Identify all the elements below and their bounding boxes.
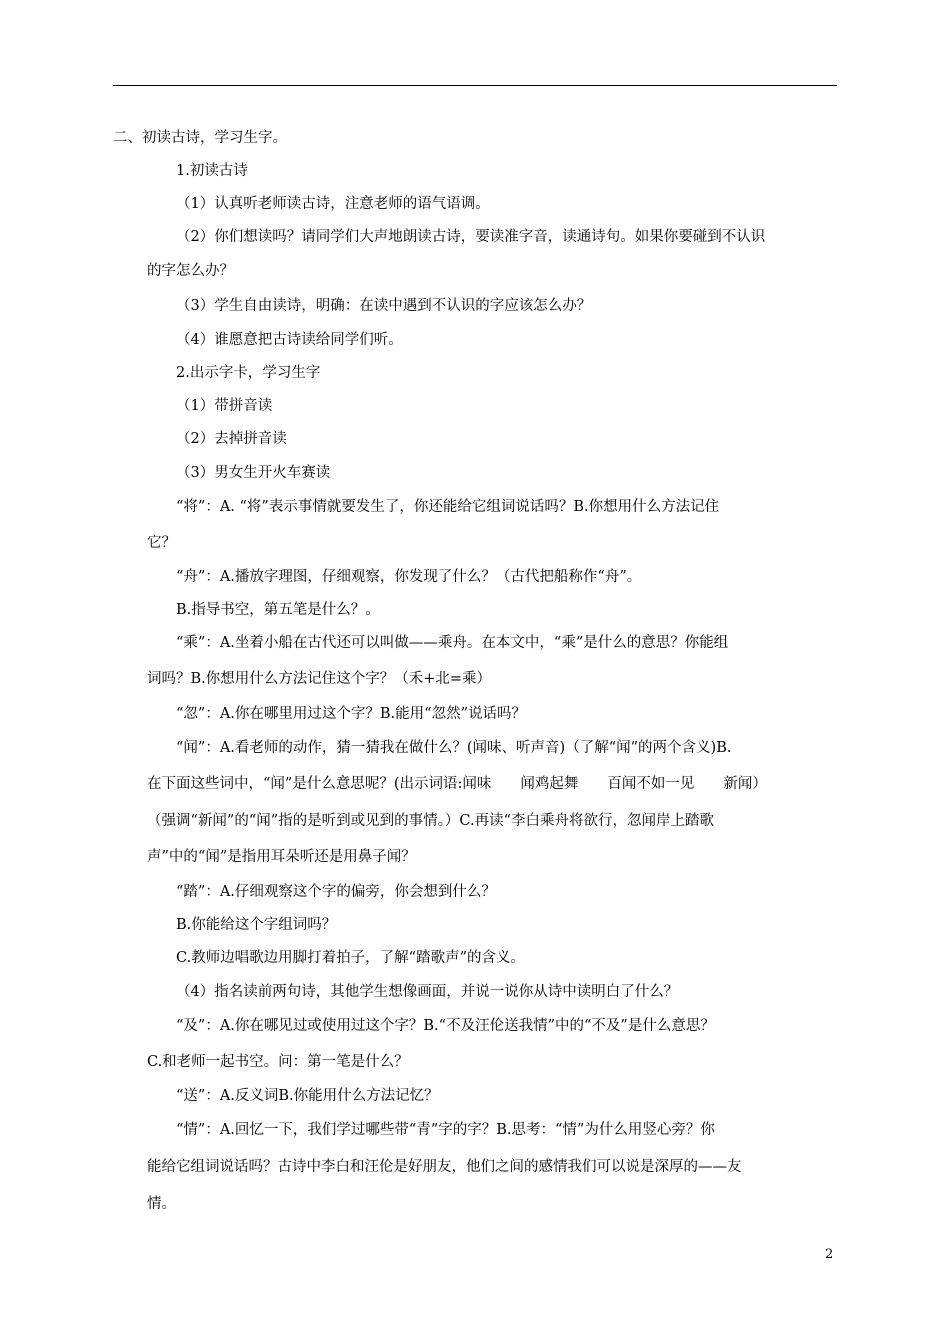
page-number: 2 [825,1247,834,1262]
text-line: C.和老师一起书空。问：第一笔是什么？ [147,1054,409,1070]
text-line: 词吗？B.你想用什么方法记住这个字？（禾+北=乘） [147,671,492,687]
text-line: （3）学生自由读诗，明确：在读中遇到不认识的字应该怎么办？ [176,298,592,314]
text-line: 声”中的“闻”是指用耳朵听还是用鼻子闻？ [147,849,416,865]
text-line: “闻”：A.看老师的动作，猜一猜我在做什么？(闻味、听声音)（了解“闻”的两个含义)B. [176,740,732,756]
text-line: 它？ [147,535,176,551]
text-line: 1.初读古诗 [176,163,248,179]
text-line: （2）去掉拼音读 [176,431,287,447]
text-line: “踏”：A.仔细观察这个字的偏旁，你会想到什么？ [176,884,496,900]
text-line: （强调“新闻”的“闻”指的是听到或见到的事情。）C.再读“李白乘舟将欲行，忽闻岸上踏歌 [147,813,714,829]
text-line: C.教师边唱歌边用脚打着拍子，了解“踏歌声”的含义。 [176,950,526,966]
text-line: （4）指名读前两句诗，其他学生想像画面，并说一说你从诗中读明白了什么？ [176,984,679,1000]
text-line: “乘”：A.坐着小船在古代还可以叫做——乘舟。在本文中，“乘”是什么的意思？你能组 [176,635,729,651]
text-line: B.你能给这个字组词吗？ [176,917,337,933]
text-line: “情”：A.回忆一下，我们学过哪些带“青”字的字？B.思考：“情”为什么用竖心旁？你 [176,1122,715,1138]
text-line: （3）男女生开火车赛读 [176,465,331,481]
text-line: （4）谁愿意把古诗读给同学们听。 [176,332,403,348]
text-line: “将”：A. “将”表示事情就要发生了，你还能给它组词说话吗？B.你想用什么方法记住 [176,499,720,515]
header-rule [113,85,837,86]
text-line: 2.出示字卡，学习生字 [176,365,321,381]
section-heading: 二、初读古诗，学习生字。 [113,130,287,146]
text-line: （1）带拼音读 [176,398,273,414]
text-line: 在下面这些词中，“闻”是什么意思呢？(出示词语:闻味 闻鸡起舞 百闻不如一见 新闻） [147,776,767,792]
text-line: 的字怎么办？ [147,263,234,279]
text-line: （1）认真听老师读古诗，注意老师的语气语调。 [176,196,490,212]
text-line: “舟”：A.播放字理图，仔细观察，你发现了什么？（古代把船称作“舟”。 [176,569,642,585]
text-line: 能给它组词说话吗？古诗中李白和汪伦是好朋友，他们之间的感情我们可以说是深厚的——友 [147,1159,742,1175]
text-line: （2）你们想读吗？请同学们大声地朗读古诗，要读准字音，读通诗句。如果你要碰到不认识 [176,229,766,245]
text-line: “忽”：A.你在哪里用过这个字？B.能用“忽然”说话吗？ [176,706,526,722]
text-line: “及”：A.你在哪见过或使用过这个字？B.“不及汪伦送我情”中的“不及”是什么意思？ [176,1018,715,1034]
text-line: 情。 [147,1196,176,1212]
text-line: B.指导书空，第五笔是什么？。 [176,602,380,618]
text-line: “送”：A.反义词B.你能用什么方法记忆？ [176,1088,439,1104]
